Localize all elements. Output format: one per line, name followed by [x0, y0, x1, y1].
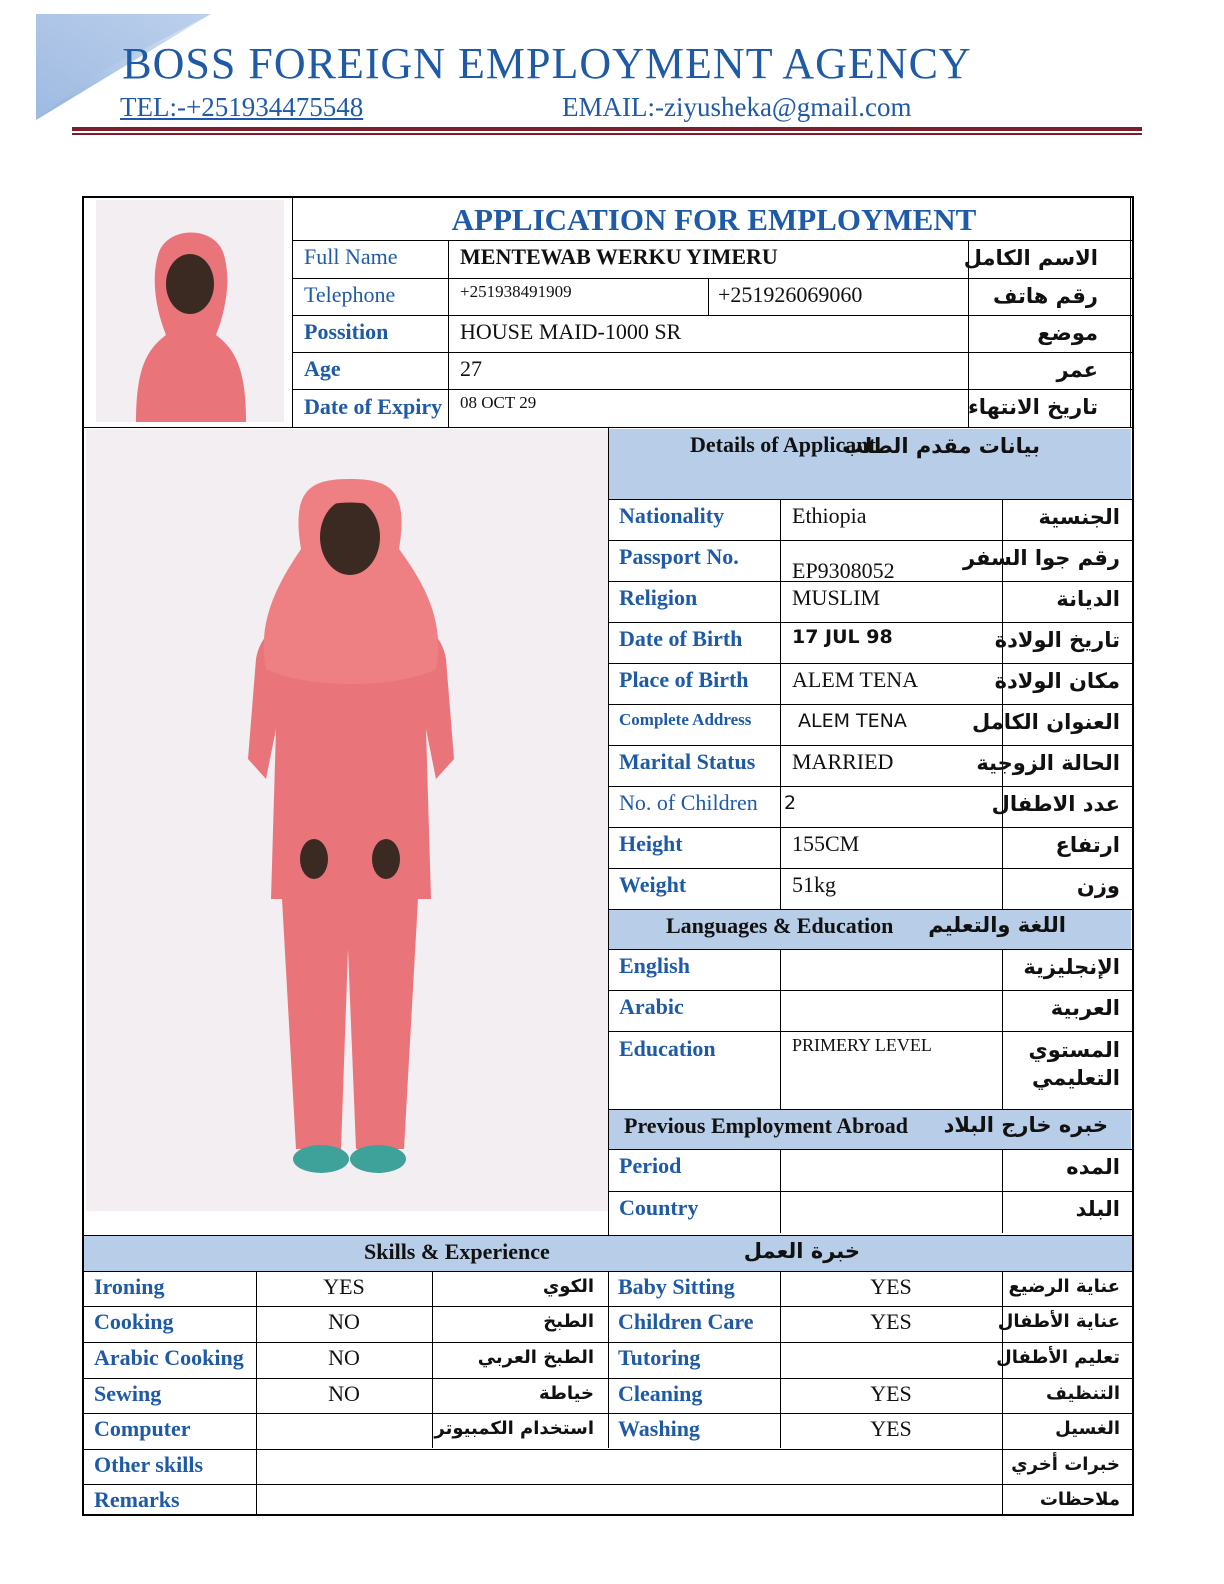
arabic-telephone: رقم هاتف [993, 284, 1098, 308]
label-full-name: Full Name [304, 244, 398, 269]
value-telephone-2: +251926069060 [718, 282, 863, 307]
arabic-full-name: الاسم الكامل [963, 246, 1098, 270]
label-complete-address: Complete Address [619, 710, 752, 729]
value-complete-address: ALEM TENA [798, 710, 907, 732]
value-weight: 51kg [792, 872, 836, 897]
arabic-country: البلد [1075, 1197, 1120, 1221]
arabic-remarks: ملاحظات [1039, 1489, 1120, 1510]
grid-line [84, 1449, 1132, 1450]
grid-line [292, 240, 1132, 241]
details-header-label: Details of Applicant [690, 432, 876, 457]
grid-line [608, 827, 1132, 828]
value-height: 155CM [792, 831, 860, 856]
arabic-education-line2: التعليمي [1032, 1066, 1120, 1090]
arabic-date-of-birth: تاريخ الولادة [994, 628, 1120, 652]
value-marital-status: MARRIED [792, 749, 894, 774]
grid-line [432, 1271, 433, 1448]
grid-line [608, 990, 1132, 991]
label-religion: Religion [619, 585, 698, 610]
grid-line [608, 745, 1132, 746]
value-cleaning: YES [870, 1381, 912, 1406]
grid-line [608, 1191, 1132, 1192]
agency-name: BOSS FOREIGN EMPLOYMENT AGENCY [122, 39, 972, 88]
grid-line [608, 868, 1132, 869]
arabic-computer: استخدام الكمبيوتر [434, 1418, 594, 1439]
languages-header-label: Languages & Education [666, 913, 894, 938]
arabic-english: الإنجليزية [1023, 955, 1120, 979]
value-ironing: YES [323, 1274, 365, 1299]
label-weight: Weight [619, 872, 687, 897]
grid-line [292, 389, 1132, 390]
arabic-weight: وزن [1076, 874, 1120, 898]
agency-email[interactable]: EMAIL:-ziyusheka@gmail.com [562, 92, 912, 122]
grid-line [1130, 198, 1131, 428]
value-nationality: Ethiopia [792, 503, 867, 528]
arabic-height: ارتفاع [1055, 833, 1120, 857]
header-rule [72, 133, 1142, 135]
arabic-age: عمر [1056, 358, 1098, 382]
previous-header-arabic: خبره خارج البلاد [943, 1113, 1108, 1137]
arabic-passport-no: رقم جوا السفر [962, 546, 1120, 570]
label-education: Education [619, 1036, 716, 1061]
value-age: 27 [460, 356, 482, 381]
label-date-of-birth: Date of Birth [619, 626, 743, 651]
languages-header-arabic: اللغة والتعليم [928, 913, 1066, 937]
skills-header-label: Skills & Experience [364, 1239, 550, 1264]
label-tutoring: Tutoring [618, 1345, 701, 1370]
label-cooking: Cooking [94, 1309, 174, 1334]
arabic-no-of-children: عدد الاطفال [991, 792, 1120, 816]
grid-line [608, 499, 1132, 500]
arabic-period: المده [1066, 1155, 1120, 1179]
application-form [82, 196, 1134, 1516]
header-rule [72, 127, 1142, 131]
grid-line [608, 663, 1132, 664]
arabic-arabic: العربية [1050, 996, 1120, 1020]
value-date-of-expiry: 08 OCT 29 [460, 393, 537, 412]
value-children-care: YES [870, 1309, 912, 1334]
label-arabic: Arabic [619, 994, 684, 1019]
label-ironing: Ironing [94, 1274, 165, 1299]
previous-header-label: Previous Employment Abroad [624, 1113, 908, 1138]
grid-line [608, 949, 1132, 950]
applicant-full-body-photo [86, 429, 608, 1211]
label-english: English [619, 953, 690, 978]
arabic-children-care: عناية الأطفال [997, 1311, 1120, 1332]
grid-line [608, 1149, 1132, 1150]
arabic-date-of-expiry: تاريخ الانتهاء [968, 395, 1098, 419]
grid-line [84, 1342, 1132, 1343]
grid-line [608, 1271, 609, 1448]
grid-line [608, 786, 1132, 787]
arabic-marital-status: الحالة الزوجية [976, 751, 1120, 775]
grid-line [1002, 1271, 1003, 1516]
label-cleaning: Cleaning [618, 1381, 703, 1406]
skills-header-band [84, 1236, 1132, 1271]
grid-line [608, 704, 1132, 705]
label-period: Period [619, 1153, 682, 1178]
value-religion: MUSLIM [792, 585, 881, 610]
label-arabic-cooking: Arabic Cooking [94, 1345, 244, 1370]
grid-line [84, 1306, 1132, 1307]
label-sewing: Sewing [94, 1381, 162, 1406]
arabic-position: موضع [1037, 321, 1098, 345]
arabic-other-skills: خبرات أخري [1011, 1454, 1120, 1475]
label-nationality: Nationality [619, 503, 725, 528]
details-header-arabic: بيانات مقدم الطلب [842, 434, 1040, 458]
value-full-name: MENTEWAB WERKU YIMERU [460, 244, 778, 269]
arabic-education: المستوي [1028, 1038, 1120, 1062]
label-telephone: Telephone [304, 282, 396, 307]
label-remarks: Remarks [94, 1487, 180, 1512]
grid-line [292, 198, 293, 428]
label-children-care: Children Care [618, 1309, 754, 1334]
grid-line [84, 1484, 1132, 1485]
arabic-sewing: خياطة [539, 1383, 594, 1404]
label-position: Possition [304, 319, 389, 344]
value-date-of-birth: 17 JUL 98 [792, 626, 893, 648]
value-place-of-birth: ALEM TENA [792, 667, 919, 692]
arabic-washing: الغسيل [1055, 1418, 1120, 1439]
arabic-cooking: الطبخ [543, 1311, 594, 1332]
arabic-tutoring: تعليم الأطفال [996, 1347, 1120, 1368]
value-arabic-cooking: NO [328, 1345, 360, 1370]
value-washing: YES [870, 1416, 912, 1441]
label-marital-status: Marital Status [619, 749, 756, 774]
arabic-complete-address: العنوان الكامل [971, 710, 1120, 734]
grid-line [448, 240, 449, 428]
grid-line [292, 352, 1132, 353]
arabic-religion: الديانة [1056, 587, 1120, 611]
label-height: Height [619, 831, 683, 856]
skills-header-arabic: خبرة العمل [743, 1239, 860, 1263]
label-place-of-birth: Place of Birth [619, 667, 749, 692]
value-cooking: NO [328, 1309, 360, 1334]
label-computer: Computer [94, 1416, 191, 1441]
arabic-place-of-birth: مكان الولادة [994, 669, 1120, 693]
value-passport-no: EP9308052 [792, 558, 895, 583]
grid-line [780, 949, 781, 1109]
arabic-nationality: الجنسية [1038, 505, 1120, 529]
arabic-ironing: الكوي [542, 1276, 594, 1297]
grid-line [608, 1031, 1132, 1032]
label-no-of-children: No. of Children [619, 790, 758, 815]
value-baby-sitting: YES [870, 1274, 912, 1299]
value-telephone-1: +251938491909 [460, 282, 572, 301]
form-title: APPLICATION FOR EMPLOYMENT [451, 202, 977, 237]
label-baby-sitting: Baby Sitting [618, 1274, 735, 1299]
agency-telephone[interactable]: TEL:-+251934475548 [120, 92, 364, 122]
applicant-portrait-photo [96, 200, 284, 422]
grid-line [84, 1378, 1132, 1379]
label-passport-no: Passport No. [619, 544, 739, 569]
label-washing: Washing [618, 1416, 700, 1441]
arabic-arabic-cooking: الطبخ العربي [477, 1347, 594, 1368]
arabic-baby-sitting: عناية الرضيع [1008, 1276, 1120, 1297]
grid-line [608, 540, 1132, 541]
value-sewing: NO [328, 1381, 360, 1406]
grid-line [292, 278, 1132, 279]
grid-line [708, 278, 709, 315]
grid-line [84, 1413, 1132, 1414]
label-date-of-expiry: Date of Expiry [304, 394, 443, 419]
arabic-cleaning: التنظيف [1046, 1383, 1120, 1404]
label-age: Age [304, 356, 341, 381]
value-position: HOUSE MAID-1000 SR [460, 319, 682, 344]
value-education: PRIMERY LEVEL [792, 1035, 932, 1055]
grid-line [608, 622, 1132, 623]
value-no-of-children: 2 [784, 792, 797, 814]
label-other-skills: Other skills [94, 1452, 204, 1477]
grid-line [292, 315, 1132, 316]
grid-line [1002, 949, 1003, 1109]
label-country: Country [619, 1195, 699, 1220]
